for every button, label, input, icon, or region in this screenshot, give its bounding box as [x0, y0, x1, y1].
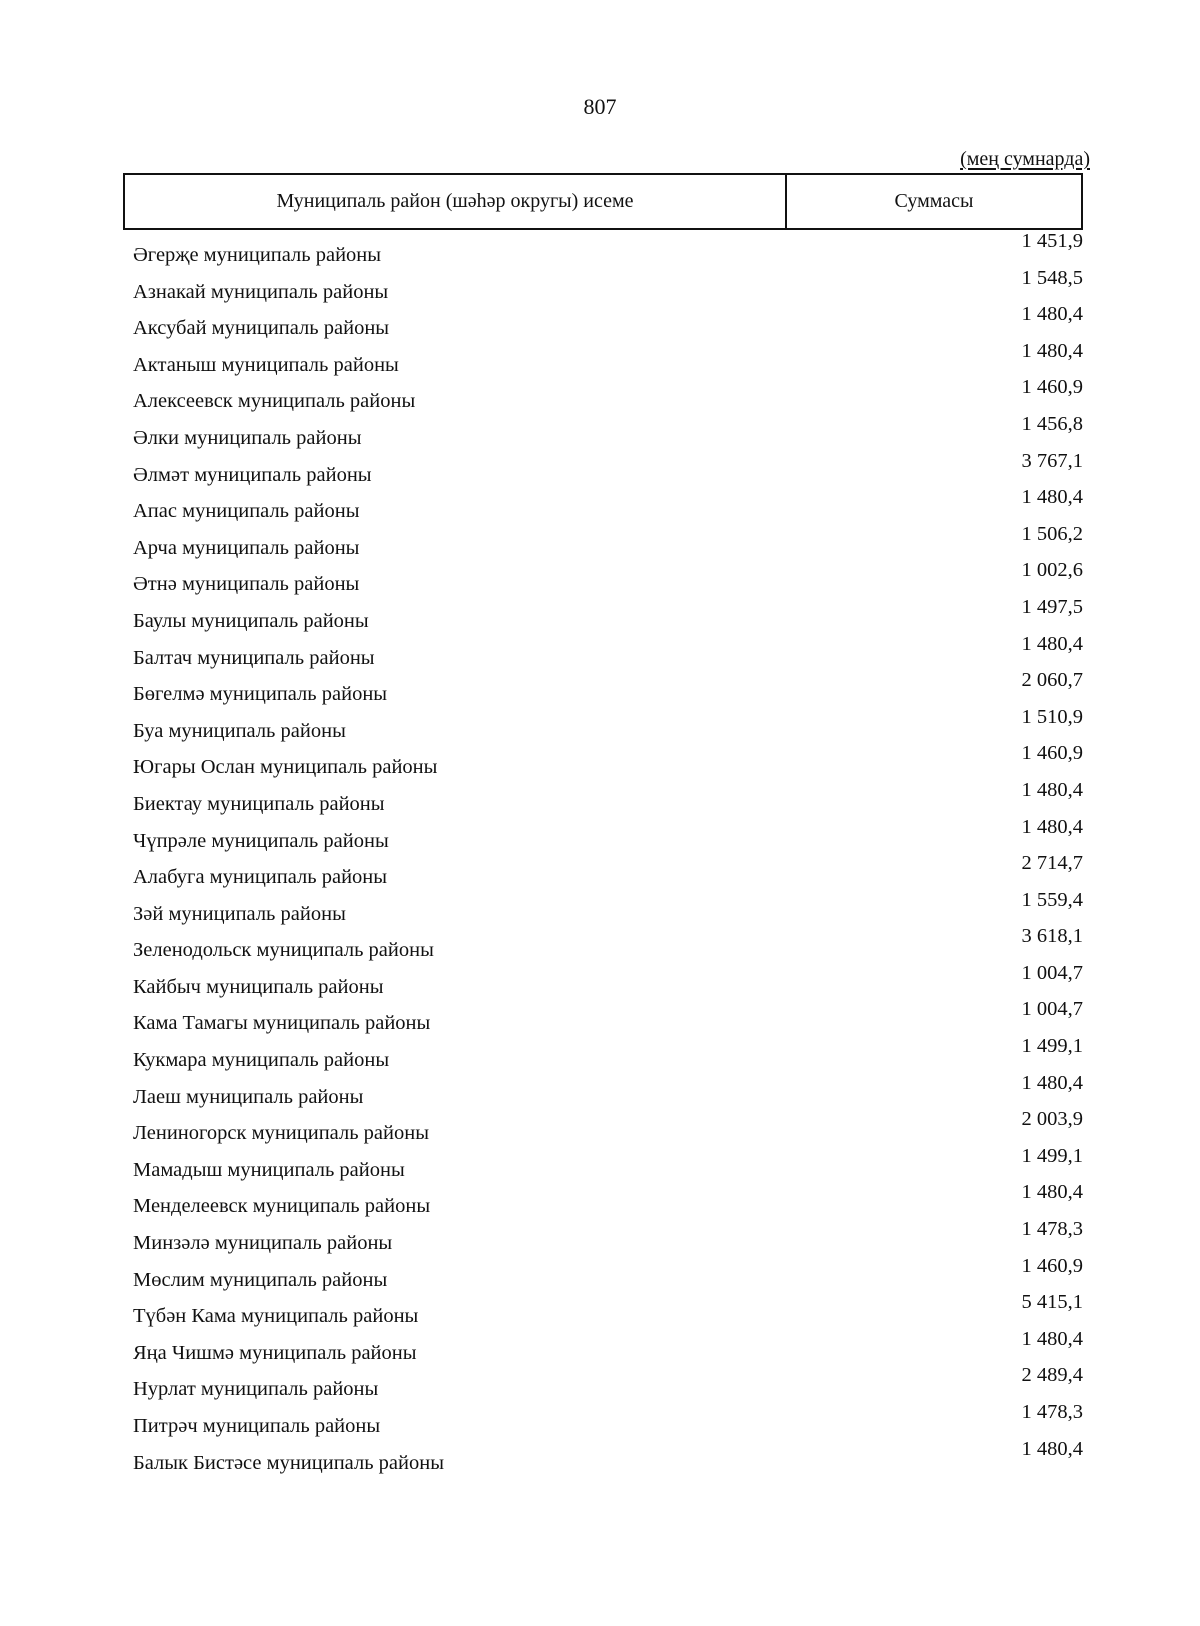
- table-row: [133, 1401, 1083, 1438]
- table-row: [133, 962, 1083, 999]
- table-row: [133, 1108, 1083, 1145]
- district-name: Чүпрәле муниципаль районы: [133, 829, 389, 852]
- district-sum: 1 460,9: [1021, 742, 1083, 765]
- table-row: [133, 1364, 1083, 1401]
- page-number: 807: [583, 94, 617, 119]
- table-row: [133, 779, 1083, 816]
- table-row: [133, 706, 1083, 743]
- district-sum: 1 480,4: [1021, 339, 1083, 362]
- district-name: Әгерҗе муниципаль районы: [133, 244, 382, 266]
- district-sum: 1 480,4: [1021, 815, 1083, 838]
- district-sum: 1 506,2: [1021, 522, 1083, 545]
- district-name: Актаныш муниципаль районы: [133, 353, 399, 376]
- district-name: Балтач муниципаль районы: [133, 646, 375, 669]
- table-row: [133, 486, 1083, 523]
- table-header: [123, 173, 1083, 230]
- district-sum: 1 510,9: [1021, 705, 1083, 728]
- district-sum: 1 480,4: [1021, 1071, 1083, 1094]
- district-sum: 2 714,7: [1021, 852, 1083, 875]
- table-row: [133, 1328, 1083, 1365]
- district-sum: 1 480,4: [1021, 778, 1083, 801]
- district-name: Югары Ослан муниципаль районы: [133, 756, 438, 779]
- table-row: [133, 303, 1083, 340]
- district-sum: 1 456,8: [1021, 412, 1083, 435]
- table-row: [133, 633, 1083, 670]
- header-sum-column: Суммасы: [894, 190, 974, 212]
- district-name: Зеленодольск муниципаль районы: [133, 939, 434, 962]
- district-sum: 1 460,9: [1021, 1254, 1083, 1277]
- district-name: Бөгелмә муниципаль районы: [133, 683, 388, 706]
- district-sum: 1 480,4: [1021, 1181, 1083, 1204]
- district-sum: 1 497,5: [1021, 595, 1083, 618]
- district-sum: 1 499,1: [1021, 1144, 1083, 1167]
- table-row: [133, 1218, 1083, 1255]
- district-sum: 5 415,1: [1021, 1291, 1083, 1314]
- district-name: Зәй муниципаль районы: [133, 902, 346, 925]
- district-sum: 3 618,1: [1021, 925, 1083, 948]
- district-name: Алабуга муниципаль районы: [133, 866, 388, 889]
- table-row: [133, 596, 1083, 633]
- district-name: Алексеевск муниципаль районы: [133, 390, 416, 413]
- district-name: Түбән Кама муниципаль районы: [133, 1305, 419, 1328]
- district-name: Апас муниципаль районы: [133, 500, 360, 523]
- table-row: [133, 1291, 1083, 1328]
- district-name: Буа муниципаль районы: [133, 719, 346, 742]
- district-name: Әтнә муниципаль районы: [133, 573, 360, 596]
- district-sum: 1 480,4: [1021, 1437, 1083, 1460]
- district-sum: 1 478,3: [1021, 1218, 1083, 1241]
- district-name: Биектау муниципаль районы: [133, 792, 385, 815]
- district-sum: 2 003,9: [1021, 1108, 1083, 1131]
- unit-note: (мең сумнарда): [960, 148, 1090, 170]
- district-name: Азнакай муниципаль районы: [133, 280, 389, 303]
- table-row: [133, 523, 1083, 560]
- table-row: [133, 1181, 1083, 1218]
- table-row: [133, 559, 1083, 596]
- table-row: [133, 413, 1083, 450]
- district-sum: 1 002,6: [1021, 559, 1083, 582]
- table-row: [133, 1072, 1083, 1109]
- table-row: [133, 340, 1083, 377]
- district-sum: 1 480,4: [1021, 1327, 1083, 1350]
- district-sum: 2 060,7: [1021, 669, 1083, 692]
- table-row: [133, 889, 1083, 926]
- district-sum: 2 489,4: [1021, 1364, 1083, 1387]
- district-name: Мөслим муниципаль районы: [133, 1268, 388, 1291]
- table-row: [133, 742, 1083, 779]
- table-row: [133, 1255, 1083, 1292]
- district-name: Арча муниципаль районы: [133, 536, 360, 559]
- table-row: [133, 1035, 1083, 1072]
- district-name: Әлмәт муниципаль районы: [133, 463, 372, 486]
- table-row: [133, 267, 1083, 304]
- district-sum: 1 004,7: [1021, 961, 1083, 984]
- district-sum: 1 004,7: [1021, 998, 1083, 1021]
- district-name: Минзәлә муниципаль районы: [133, 1232, 393, 1255]
- district-name: Лаеш муниципаль районы: [133, 1085, 364, 1108]
- table-row: [133, 1145, 1083, 1182]
- table-row: [133, 450, 1083, 487]
- district-name: Лениногорск муниципаль районы: [133, 1122, 429, 1145]
- district-sum: 1 451,9: [1021, 230, 1083, 252]
- district-sum: 1 559,4: [1021, 888, 1083, 911]
- district-name: Яңа Чишмә муниципаль районы: [133, 1341, 417, 1364]
- district-name: Кукмара муниципаль районы: [133, 1049, 390, 1072]
- district-name: Балык Бистәсе муниципаль районы: [133, 1451, 444, 1474]
- district-sum: 1 480,4: [1021, 486, 1083, 509]
- district-name: Мамадыш муниципаль районы: [133, 1158, 405, 1181]
- district-sum: 1 548,5: [1021, 266, 1083, 289]
- district-name: Менделеевск муниципаль районы: [133, 1195, 431, 1218]
- table-row: [133, 230, 1083, 267]
- district-sum: 1 499,1: [1021, 1035, 1083, 1058]
- district-name: Кама Тамагы муниципаль районы: [133, 1012, 431, 1035]
- table-body: [133, 230, 1083, 1474]
- table-row: [133, 925, 1083, 962]
- table-row: [133, 852, 1083, 889]
- district-name: Нурлат муниципаль районы: [133, 1378, 379, 1401]
- district-sum: 1 480,4: [1021, 632, 1083, 655]
- table-row: [133, 376, 1083, 413]
- district-name: Әлки муниципаль районы: [133, 426, 362, 449]
- district-name: Кайбыч муниципаль районы: [133, 975, 384, 998]
- district-sum: 3 767,1: [1021, 449, 1083, 472]
- header-name-column: Муниципаль район (шәһәр округы) исеме: [125, 175, 787, 228]
- district-name: Питрәч муниципаль районы: [133, 1415, 381, 1437]
- table-row: [133, 816, 1083, 853]
- district-name: Аксубай муниципаль районы: [133, 317, 390, 340]
- district-sum: 1 478,3: [1021, 1401, 1083, 1423]
- district-name: Баулы муниципаль районы: [133, 609, 369, 632]
- table-row: [133, 1438, 1083, 1475]
- table-row: [133, 669, 1083, 706]
- district-sum: 1 460,9: [1021, 376, 1083, 399]
- district-sum: 1 480,4: [1021, 303, 1083, 326]
- table-row: [133, 998, 1083, 1035]
